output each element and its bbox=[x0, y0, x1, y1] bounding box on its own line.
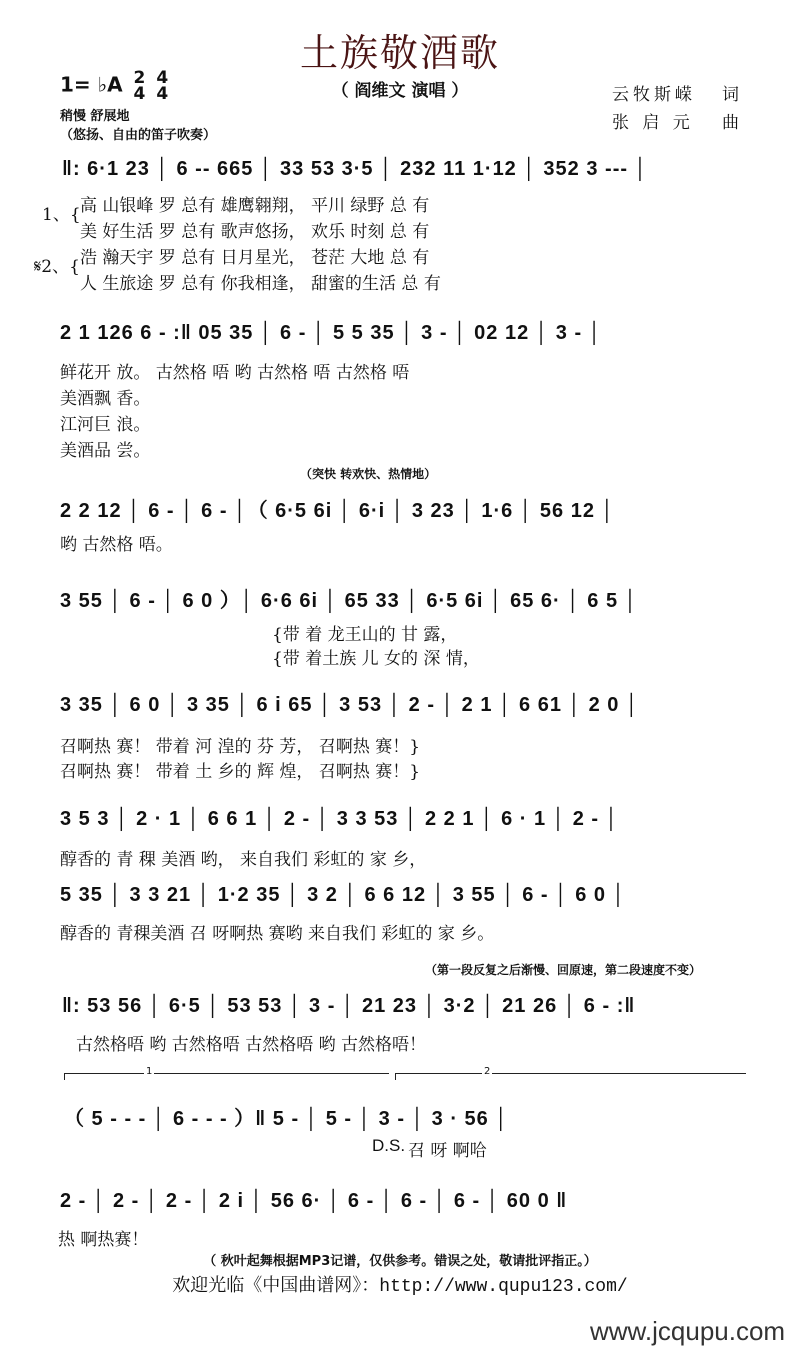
intro-instruction: （悠扬、自由的笛子吹奏） bbox=[60, 128, 217, 143]
volta-bracket-2 bbox=[395, 1073, 746, 1080]
lyric-row-5-line-2: 召啊热 赛！ 带着 土 乡的 辉 煌， 召啊热 赛！} bbox=[60, 762, 421, 782]
singer-credit: （ 阎维文 演唱 ） bbox=[331, 81, 469, 101]
score-row-2-notes: 2 1 126 6 - :‖ 05 35 │ 6 - │ 5 5 35 │ 3 - │ 02 12 │ 3 - │ bbox=[60, 322, 603, 344]
lyric-row-9-line-1: 召 呀 啊哈 bbox=[408, 1141, 487, 1161]
time-signature-4-4: 4 4 bbox=[156, 68, 169, 104]
score-row-5-notes: 3 35 │ 6 0 │ 3 35 │ 6 i 65 │ 3 53 │ 2 - │ 2 1 │ 6 61 │ 2 0 │ bbox=[60, 694, 640, 716]
lyric-row-1-line-3: 浩 瀚天宇 罗 总有 日月星光， 苍茫 大地 总 有 bbox=[80, 248, 430, 268]
composer-role: 曲 bbox=[722, 113, 743, 133]
lyric-row-6-line-1: 醇香的 青 稞 美酒 哟， 来自我们 彩虹的 家 乡， bbox=[60, 850, 427, 870]
lyric-row-2-line-4: 美酒品 尝。 bbox=[60, 441, 151, 461]
verse-label-2: 𝄋2、{ bbox=[34, 257, 80, 277]
lyric-row-2-line-3: 江河巨 浪。 bbox=[60, 415, 151, 435]
lyric-row-5-line-1: 召啊热 赛！ 带着 河 湟的 芬 芳， 召啊热 赛！} bbox=[60, 737, 421, 757]
score-row-9-notes: （ 5 - - - │ 6 - - - ）‖ 5 - │ 5 - │ 3 - │ 3 · 56 │ bbox=[64, 1108, 509, 1130]
key-signature bbox=[60, 70, 168, 102]
lyric-row-10-line-1: 热 啊热赛！ bbox=[58, 1230, 149, 1250]
lyricist-name: 云牧斯嵘 bbox=[612, 85, 696, 105]
lyricist-role: 词 bbox=[722, 85, 743, 105]
lyric-row-4-line-1: {带 着 龙王山的 甘 露， bbox=[272, 625, 458, 645]
tempo-direction-fast: （突快 转欢快、热情地） bbox=[300, 467, 437, 481]
lyric-row-1-line-2: 美 好生活 罗 总有 歌声悠扬， 欢乐 时刻 总 有 bbox=[80, 222, 430, 242]
volta-label-2: 2 bbox=[484, 1066, 491, 1077]
lyric-row-4-line-2: {带 着土族 儿 女的 深 情， bbox=[272, 649, 480, 669]
score-row-6-notes: 3 5 3 │ 2 · 1 │ 6 6 1 │ 2 - │ 3 3 53 │ 2 2 1 │ 6 · 1 │ 2 - │ bbox=[60, 808, 620, 830]
lyric-row-8-line-1: 古然格唔 哟 古然格唔 古然格唔 哟 古然格唔！ bbox=[76, 1035, 427, 1055]
lyric-row-2-line-2: 美酒飘 香。 bbox=[60, 389, 151, 409]
tempo-marking: 稍慢 舒展地 bbox=[60, 109, 130, 124]
watermark: www.jcqupu.com bbox=[590, 1316, 786, 1346]
site-link[interactable]: 欢迎光临《中国曲谱网》：http://www.qupu123.com/ bbox=[172, 1277, 628, 1297]
time-signature-2-4: 2 4 bbox=[133, 68, 146, 104]
key-label: 1= ♭A bbox=[60, 72, 123, 97]
lyric-row-3-line-1: 哟 古然格 唔。 bbox=[60, 535, 173, 555]
score-row-7-notes: 5 35 │ 3 3 21 │ 1·2 35 │ 3 2 │ 6 6 12 │ 3 55 │ 6 - │ 6 0 │ bbox=[60, 884, 627, 906]
score-row-1-notes: ‖: 6·1 23 │ 6 -- 665 │ 33 53 3·5 │ 232 11 1·12 │ 352 3 --- │ bbox=[62, 158, 649, 180]
score-row-10-notes: 2 - │ 2 - │ 2 - │ 2 i │ 56 6· │ 6 - │ 6 - │ 6 - │ 60 0 ‖ bbox=[60, 1190, 568, 1212]
verse-label-1: 1、{ bbox=[42, 205, 81, 225]
lyric-row-1-line-1: 高 山银峰 罗 总有 雄鹰翱翔， 平川 绿野 总 有 bbox=[80, 196, 430, 216]
score-row-3-notes: 2 2 12 │ 6 - │ 6 - │（ 6·5 6i │ 6·i │ 3 23 │ 1·6 │ 56 12 │ bbox=[60, 500, 615, 522]
volta-bracket-1 bbox=[64, 1073, 389, 1080]
transcription-note: （ 秋叶起舞根据MP3记谱，仅供参考。错误之处，敬请批评指正。） bbox=[203, 1254, 597, 1269]
lyric-row-2-line-1: 鲜花开 放。 古然格 唔 哟 古然格 唔 古然格 唔 bbox=[60, 363, 410, 383]
tempo-direction-repeat: （第一段反复之后渐慢、回原速，第二段速度不变） bbox=[425, 963, 702, 977]
composer-name: 张 启 元 bbox=[612, 113, 694, 133]
song-title: 土族敬酒歌 bbox=[299, 31, 500, 75]
lyric-row-7-line-1: 醇香的 青稞美酒 召 呀啊热 赛哟 来自我们 彩虹的 家 乡。 bbox=[60, 924, 495, 944]
score-row-8-notes: ‖: 53 56 │ 6·5 │ 53 53 │ 3 - │ 21 23 │ 3·2 │ 21 26 │ 6 - :‖ bbox=[62, 995, 636, 1017]
volta-label-1: 1 bbox=[146, 1066, 153, 1077]
lyric-row-1-line-4: 人 生旅途 罗 总有 你我相逢， 甜蜜的生活 总 有 bbox=[80, 274, 441, 294]
score-row-4-notes: 3 55 │ 6 - │ 6 0 ）│ 6·6 6i │ 65 33 │ 6·5 6i │ 65 6· │ 6 5 │ bbox=[60, 590, 639, 612]
dal-segno-marker: D.S. bbox=[372, 1136, 406, 1155]
